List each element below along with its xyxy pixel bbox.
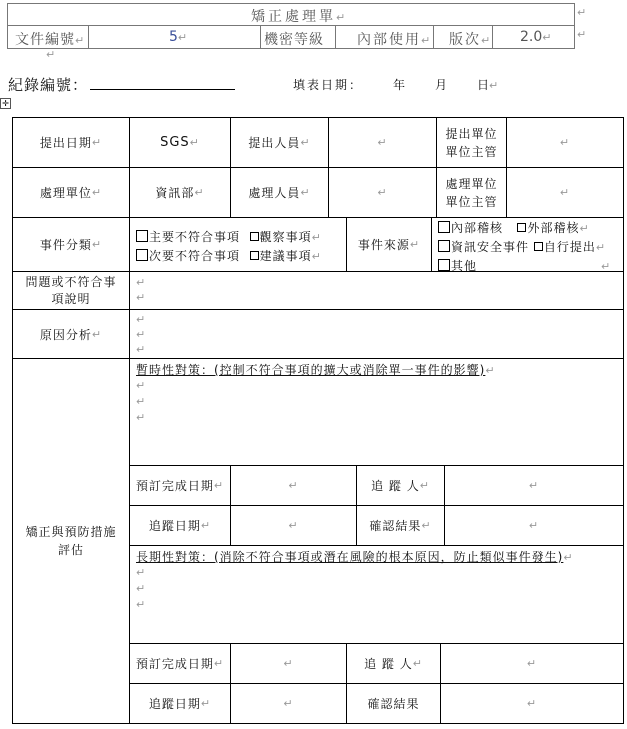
- submitter-field[interactable]: ↵: [377, 136, 388, 149]
- submit-unit-head-label: 提出單位單位主管: [445, 126, 498, 159]
- corrective-preventive-label: 矯正與預防措施評估: [25, 525, 117, 557]
- security-incident-checkbox[interactable]: 資訊安全事件: [438, 240, 529, 254]
- form-title: 矯正處理單↵: [251, 9, 349, 25]
- event-source-options: 內部稽核 外部稽核↵ 資訊安全事件 自行提出↵ 其他 ↵: [438, 219, 611, 276]
- other-checkbox[interactable]: 其他: [438, 259, 477, 273]
- temporary-measure-field[interactable]: ↵ ↵ ↵: [136, 379, 146, 424]
- other-blank[interactable]: [477, 259, 601, 272]
- long-track-date-label: 追蹤日期 ↵: [148, 697, 212, 711]
- minor-nonconformity-checkbox[interactable]: 次要不符合事項: [136, 249, 240, 263]
- long-tracker-label: 追 蹤 人 ↵: [364, 657, 423, 671]
- handler-field[interactable]: ↵: [377, 186, 388, 199]
- version-value: 2.0↵: [520, 29, 552, 45]
- observation-checkbox[interactable]: 觀察事項: [250, 230, 312, 244]
- record-number-label: 紀錄編號：: [8, 76, 89, 94]
- submitter-label: 提出人員 ↵: [248, 136, 311, 150]
- doc-number-value: 5↵: [169, 29, 188, 45]
- self-raised-checkbox[interactable]: 自行提出: [534, 240, 596, 254]
- long-planned-date-field[interactable]: ↵: [283, 657, 294, 670]
- suggestion-checkbox[interactable]: 建議事項: [250, 249, 312, 263]
- temp-planned-date-label: 預訂完成日期 ↵: [135, 479, 225, 493]
- submit-date-value[interactable]: SGS ↵: [160, 135, 200, 150]
- header-border-top: [7, 3, 575, 4]
- long-term-measure-heading: 長期性對策：(消除不符合事項或潛在風險的根本原因，防止類似事件發生)↵: [136, 550, 574, 564]
- temp-track-date-label: 追蹤日期 ↵: [148, 519, 212, 533]
- header-border-left: [7, 3, 8, 49]
- fill-date-month: 月: [435, 78, 448, 92]
- fill-date-year: 年: [393, 78, 406, 92]
- fill-date-label: 填表日期：: [293, 78, 364, 92]
- long-confirm-result-field[interactable]: ↵: [526, 697, 538, 710]
- temp-planned-date-field[interactable]: ↵: [288, 479, 299, 492]
- cause-analysis-field[interactable]: ↵ ↵ ↵: [136, 313, 146, 356]
- version-label: 版次↵: [449, 32, 493, 48]
- submit-unit-head-field[interactable]: ↵: [559, 136, 571, 149]
- event-source-label: 事件來源 ↵: [357, 238, 421, 252]
- submit-date-label: 提出日期 ↵: [39, 136, 103, 150]
- fill-date-day: 日↵: [477, 78, 499, 92]
- security-level-value: 內部使用↵: [357, 32, 433, 48]
- major-nonconformity-checkbox[interactable]: 主要不符合事項: [136, 230, 240, 244]
- handler-label: 處理人員 ↵: [248, 186, 311, 200]
- handle-unit-head-label: 處理單位單位主管: [445, 176, 498, 209]
- document-header: [7, 3, 575, 49]
- temp-tracker-label: 追 蹤 人 ↵: [371, 479, 430, 493]
- issue-description-field[interactable]: ↵ ↵: [136, 276, 146, 304]
- security-level-label: 機密等級: [264, 32, 324, 48]
- temp-confirm-result-field[interactable]: ↵: [528, 519, 540, 532]
- event-category-label: 事件分類 ↵: [39, 238, 103, 252]
- long-tracker-field[interactable]: ↵: [526, 657, 538, 670]
- record-number-blank[interactable]: [90, 89, 235, 90]
- long-confirm-result-label: 確認結果: [367, 697, 420, 711]
- external-audit-checkbox[interactable]: 外部稽核: [517, 221, 579, 235]
- header-border-right: [574, 3, 575, 49]
- internal-audit-checkbox[interactable]: 內部稽核: [438, 221, 503, 235]
- issue-description-label: 問題或不符合事項說明: [25, 274, 117, 306]
- event-category-options: 主要不符合事項 觀察事項↵ 次要不符合事項 建議事項↵: [136, 228, 322, 266]
- temporary-measure-heading: 暫時性對策：(控制不符合事項的擴大或消除單一事件的影響)↵: [136, 363, 496, 377]
- doc-number-label: 文件編號↵: [15, 32, 86, 48]
- temp-track-date-field[interactable]: ↵: [288, 519, 299, 532]
- temp-confirm-result-label: 確認結果 ↵: [369, 519, 432, 533]
- cause-analysis-label: 原因分析 ↵: [39, 327, 103, 342]
- table-move-handle-icon[interactable]: ✛: [0, 98, 11, 109]
- long-planned-date-label: 預訂完成日期 ↵: [135, 657, 225, 671]
- handle-unit-head-field[interactable]: ↵: [559, 186, 571, 199]
- long-track-date-field[interactable]: ↵: [283, 697, 294, 710]
- handle-unit-label: 處理單位 ↵: [39, 186, 103, 200]
- handle-unit-value[interactable]: 資訊部 ↵: [155, 186, 205, 200]
- temp-tracker-field[interactable]: ↵: [528, 479, 540, 492]
- long-term-measure-field[interactable]: ↵ ↵ ↵: [136, 566, 146, 611]
